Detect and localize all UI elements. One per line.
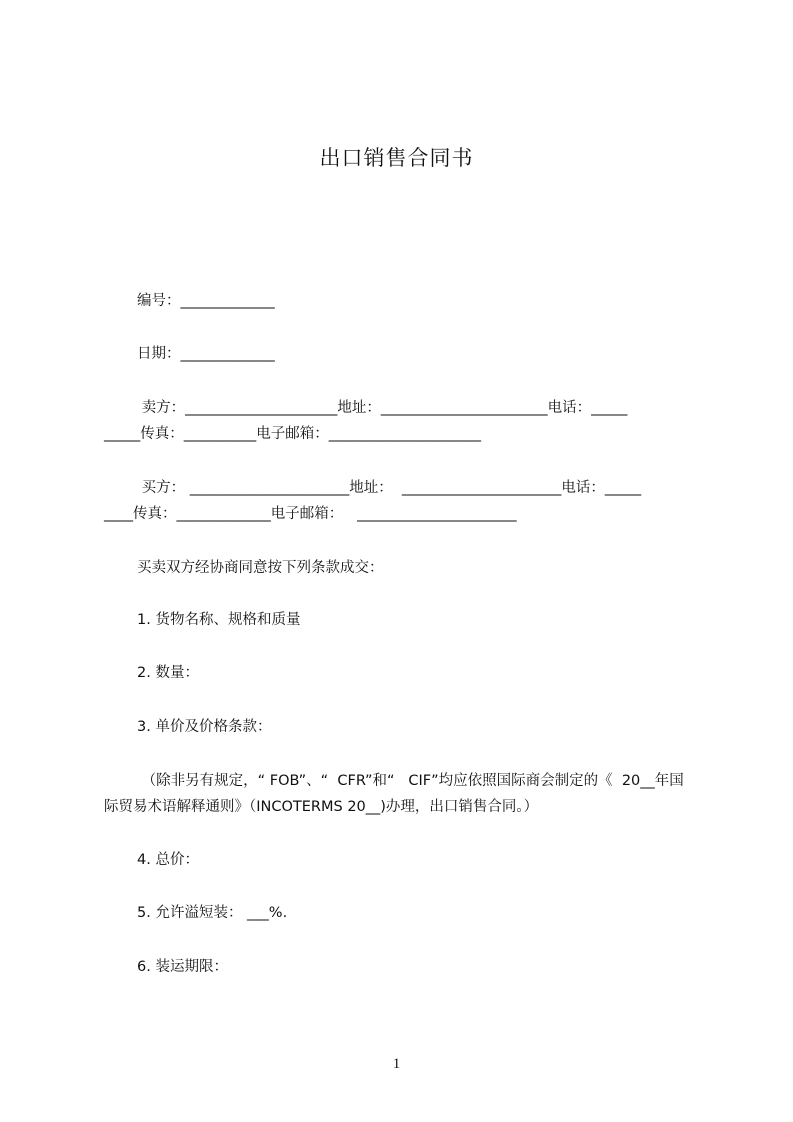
- clause-4: 4. 总价：: [137, 852, 199, 868]
- clause-1: 1. 货物名称、规格和质量: [137, 612, 301, 628]
- agreement-intro: 买卖双方经协商同意按下列条款成交：: [137, 560, 384, 576]
- clause-6: 6. 装运期限：: [137, 959, 228, 975]
- clause-2: 2. 数量：: [137, 665, 199, 681]
- buyer-info-line-1: 买方： ______________________地址： ______________________电话：_____: [137, 480, 642, 496]
- document-title: 出口销售合同书: [319, 146, 474, 170]
- page-number: 1: [392, 1056, 401, 1072]
- clause-5: 5. 允许溢短装： ___%.: [137, 905, 288, 921]
- seller-info-line-2: _____传真：__________电子邮箱：_____________________: [104, 426, 481, 442]
- contract-number-field: 编号：_____________: [137, 293, 275, 309]
- contract-date-field: 日期：_____________: [137, 346, 275, 362]
- clause-3: 3. 单价及价格条款：: [137, 719, 272, 735]
- seller-info-line-1: 卖方：_____________________地址：_______________________电话：_____: [137, 400, 628, 416]
- incoterms-note-line-2: 际贸易术语解释通则》（INCOTERMS 20__)办理，出口销售合同。）: [104, 799, 539, 815]
- incoterms-note-line-1: （除非另有规定，“ FOB”、“ CFR”和“ CIF”均应依照国际商会制定的《 20__年国: [137, 773, 684, 789]
- buyer-info-line-2: ____传真：_____________电子邮箱： ______________________: [104, 506, 517, 522]
